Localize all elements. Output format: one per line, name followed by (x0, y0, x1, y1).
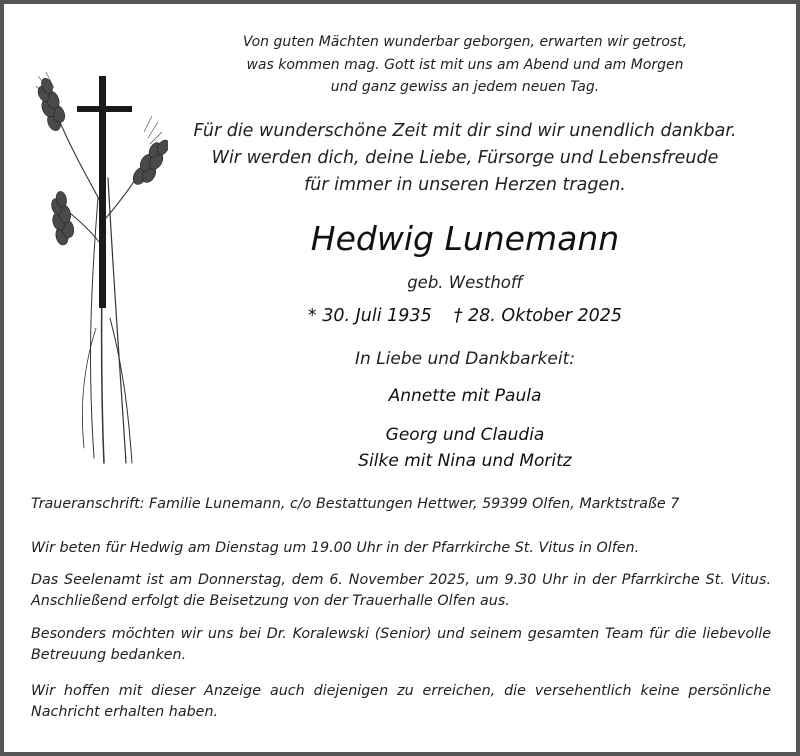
death-date: † 28. Oktober 2025 (453, 306, 623, 326)
notice-reach: Wir hoffen mit dieser Anzeige auch diejenigen zu erreichen, die versehentlich keine persönliche Nachricht erhalten haben. (31, 683, 771, 720)
notice-thanks: Besonders möchten wir uns bei Dr. Koralewski (Senior) und seinem gesamten Team für die liebevolle Betreuung bedanken. (31, 626, 771, 663)
notice-requiem: Das Seelenamt ist am Donnerstag, dem 6. November 2025, um 9.30 Uhr in der Pfarrkirche St. Vitus. Anschließend erfolgt die Beisetzung von der Trauerhalle Olfen aus. (31, 572, 771, 609)
gratitude-line: für immer in unseren Herzen tragen. (304, 175, 626, 195)
deceased-name: Hedwig Lunemann (310, 219, 620, 258)
mourning-address: Traueranschrift: Familie Lunemann, c/o Bestattungen Hettwer, 59399 Olfen, Marktstraße 7 (31, 496, 680, 512)
mourner-line: Annette mit Paula (388, 386, 542, 406)
mourner-line: Georg und Claudia (385, 425, 545, 445)
mourner-line: Silke mit Nina und Moritz (358, 451, 572, 471)
life-dates (170, 303, 760, 329)
poem-line: was kommen mag. Gott ist mit uns am Abend und am Morgen (246, 56, 684, 73)
gratitude-line: Wir werden dich, deine Liebe, Fürsorge und Lebensfreude (211, 148, 719, 168)
cross-wheat-icon (28, 68, 168, 472)
gratitude-text (170, 118, 760, 199)
poem-line: Von guten Mächten wunderbar geborgen, erwarten wir getrost, (242, 34, 688, 50)
poem-line: und ganz gewiss an jedem neuen Tag. (330, 79, 600, 95)
birth-date: * 30. Juli 1935 (307, 306, 432, 326)
birth-name: geb. Westhoff (407, 273, 523, 292)
gratitude-line: Für die wunderschöne Zeit mit dir sind wir unendlich dankbar. (193, 121, 737, 141)
notice-prayer: Wir beten für Hedwig am Dienstag um 19.00 Uhr in der Pfarrkirche St. Vitus in Olfen. (31, 540, 640, 556)
mourners-intro: In Liebe und Dankbarkeit: (355, 349, 575, 369)
poem-verse (170, 31, 760, 99)
